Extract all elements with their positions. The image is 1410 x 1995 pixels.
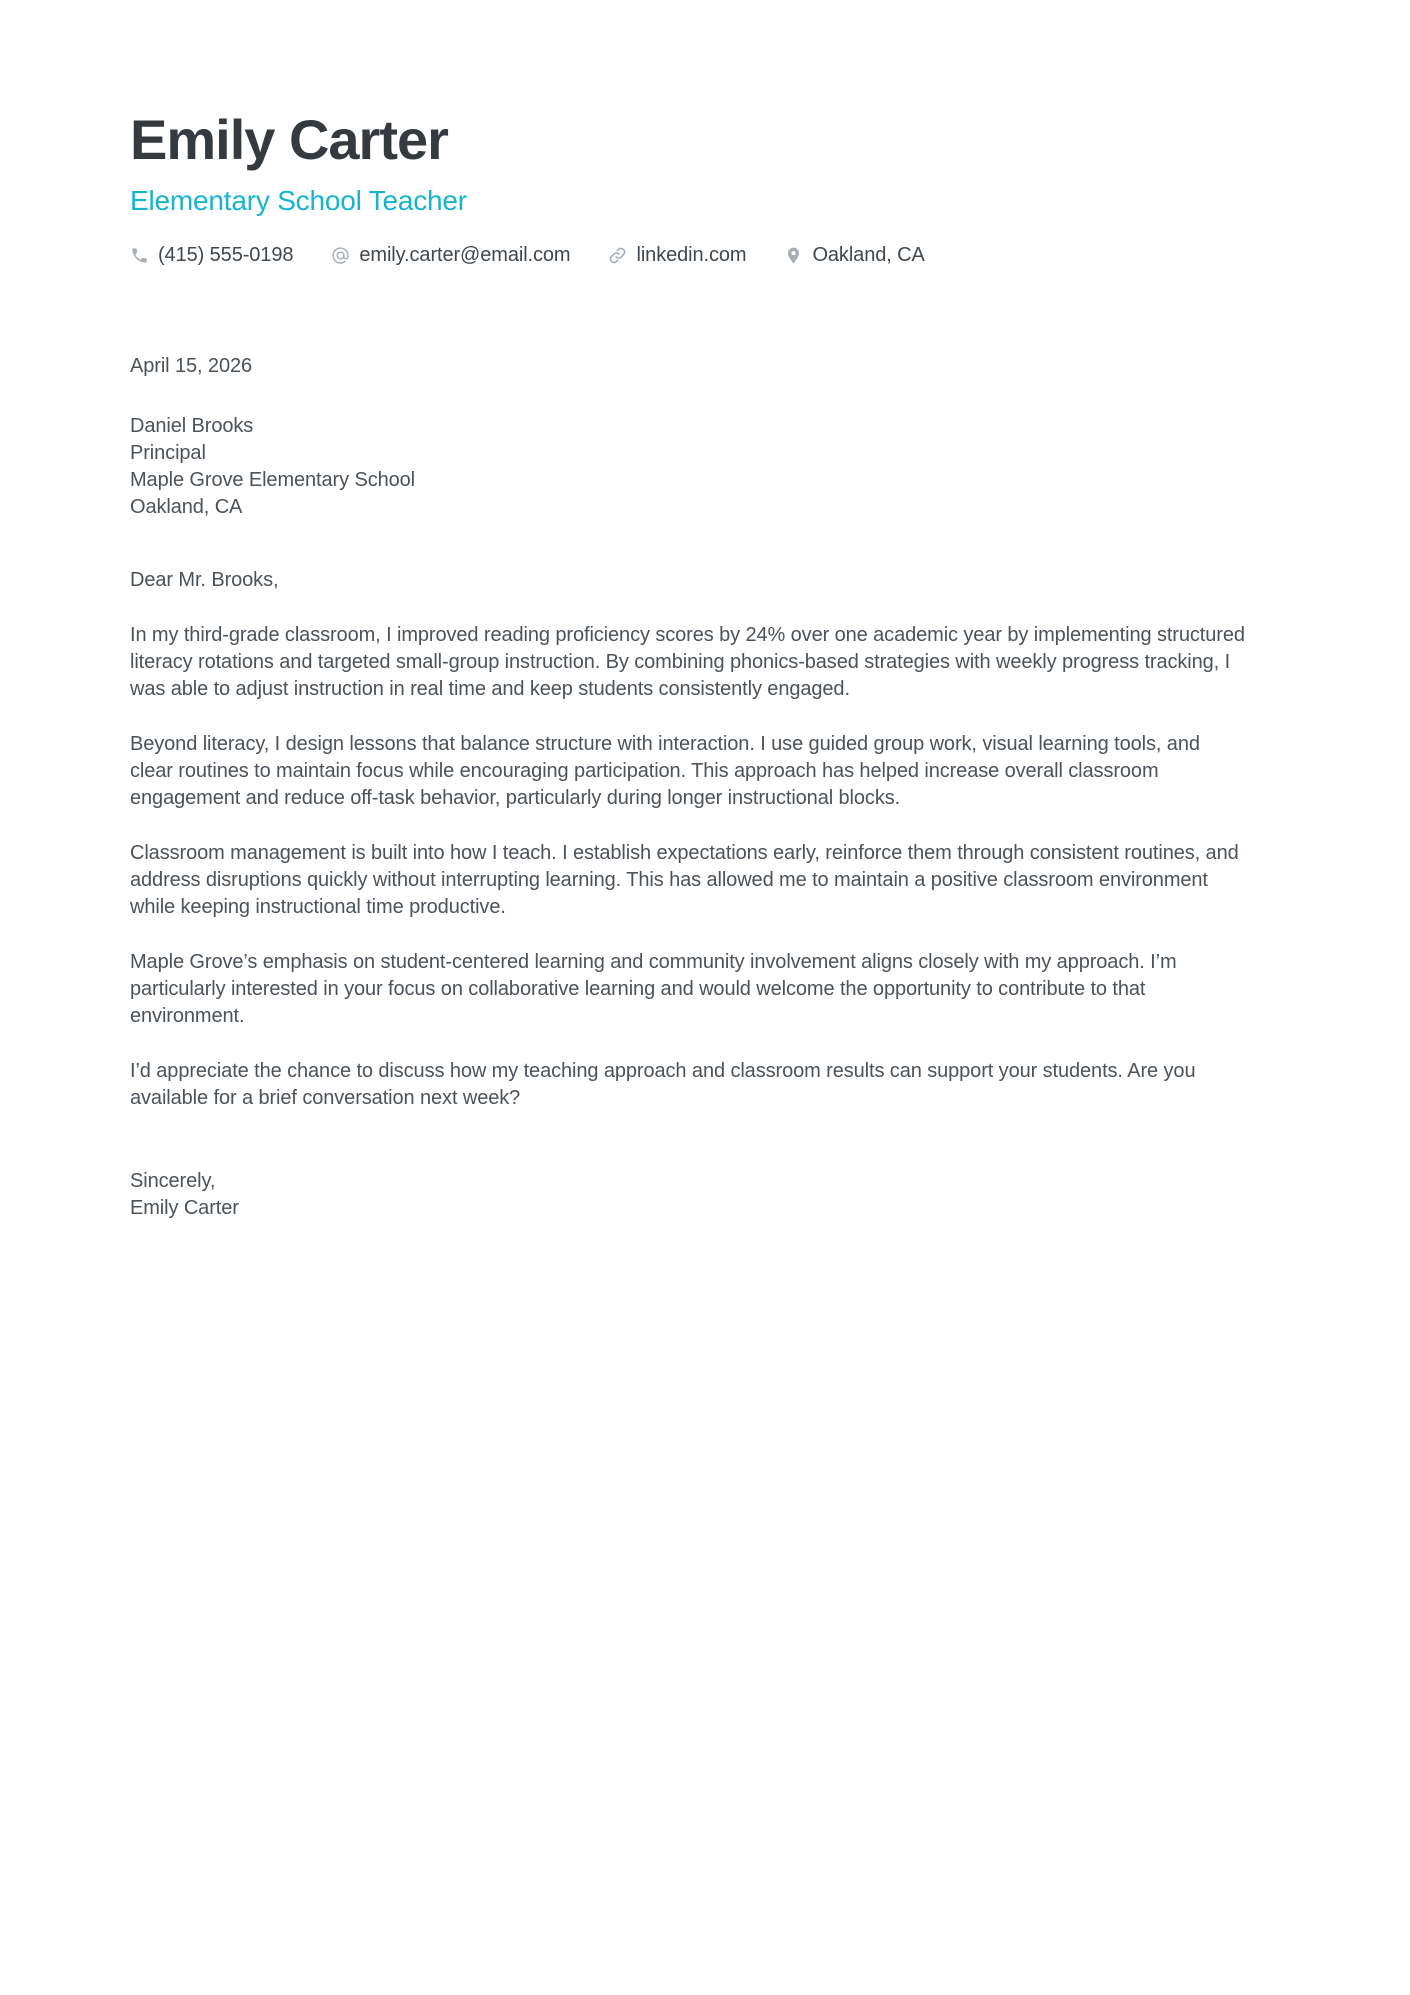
- phone-icon: [130, 246, 149, 265]
- closing-block: [130, 1168, 1245, 1222]
- contact-linkedin-text: linkedin.com: [636, 244, 747, 266]
- letter-paragraph: Beyond literacy, I design lessons that balance structure with interaction. I use guided group work, visual learning tools, and clear routines to maintain focus while encouraging participation. This approach has helped increase overall classroom engagement and reduce off-task behavior, particularly during longer instructional blocks.: [130, 733, 1200, 809]
- recipient-name: Daniel Brooks: [130, 415, 254, 437]
- contact-email-text: emily.carter@email.com: [359, 244, 571, 266]
- closing-word: Sincerely,: [130, 1170, 216, 1192]
- signature-name: Emily Carter: [130, 1197, 239, 1219]
- letter-paragraph: Maple Grove’s emphasis on student-centered learning and community involvement aligns closely with my approach. I’m particularly interested in your focus on collaborative learning and would welcome the opportunity to contribute to that environment.: [130, 951, 1177, 1027]
- letter-paragraph: Classroom management is built into how I teach. I establish expectations early, reinforce them through consistent routines, and address disruptions quickly without interrupting learning. This has allowed me to maintain a positive classroom environment while keeping instructional time productive.: [130, 842, 1239, 918]
- at-icon: [331, 246, 350, 265]
- link-icon: [608, 246, 627, 265]
- recipient-location: Oakland, CA: [130, 496, 243, 518]
- contact-phone-text: (415) 555-0198: [158, 244, 294, 266]
- letter-header: [130, 108, 1245, 267]
- contact-phone: [130, 244, 293, 267]
- letter-body: [130, 353, 1245, 1222]
- letter-date: April 15, 2026: [130, 355, 253, 377]
- recipient-block: [130, 413, 1245, 521]
- person-name: Emily Carter: [130, 108, 448, 171]
- contact-location: [784, 244, 924, 267]
- letter-paragraph: I’d appreciate the chance to discuss how my teaching approach and classroom results can support your students. Are you available for a brief conversation next week?: [130, 1060, 1196, 1109]
- salutation: Dear Mr. Brooks,: [130, 569, 279, 591]
- contact-location-text: Oakland, CA: [812, 244, 925, 266]
- recipient-organization: Maple Grove Elementary School: [130, 469, 416, 491]
- recipient-title: Principal: [130, 442, 206, 464]
- contact-linkedin: [608, 244, 746, 267]
- contact-email: [331, 244, 570, 267]
- location-icon: [784, 246, 803, 265]
- contact-row: [130, 244, 1245, 267]
- letter-paragraph: In my third-grade classroom, I improved reading proficiency scores by 24% over one academic year by implementing structured literacy rotations and targeted small-group instruction. By combining phonics-based strategies with weekly progress tracking, I was able to adjust instruction in real time and keep students consistently engaged.: [130, 624, 1245, 700]
- job-title: Elementary School Teacher: [130, 185, 467, 216]
